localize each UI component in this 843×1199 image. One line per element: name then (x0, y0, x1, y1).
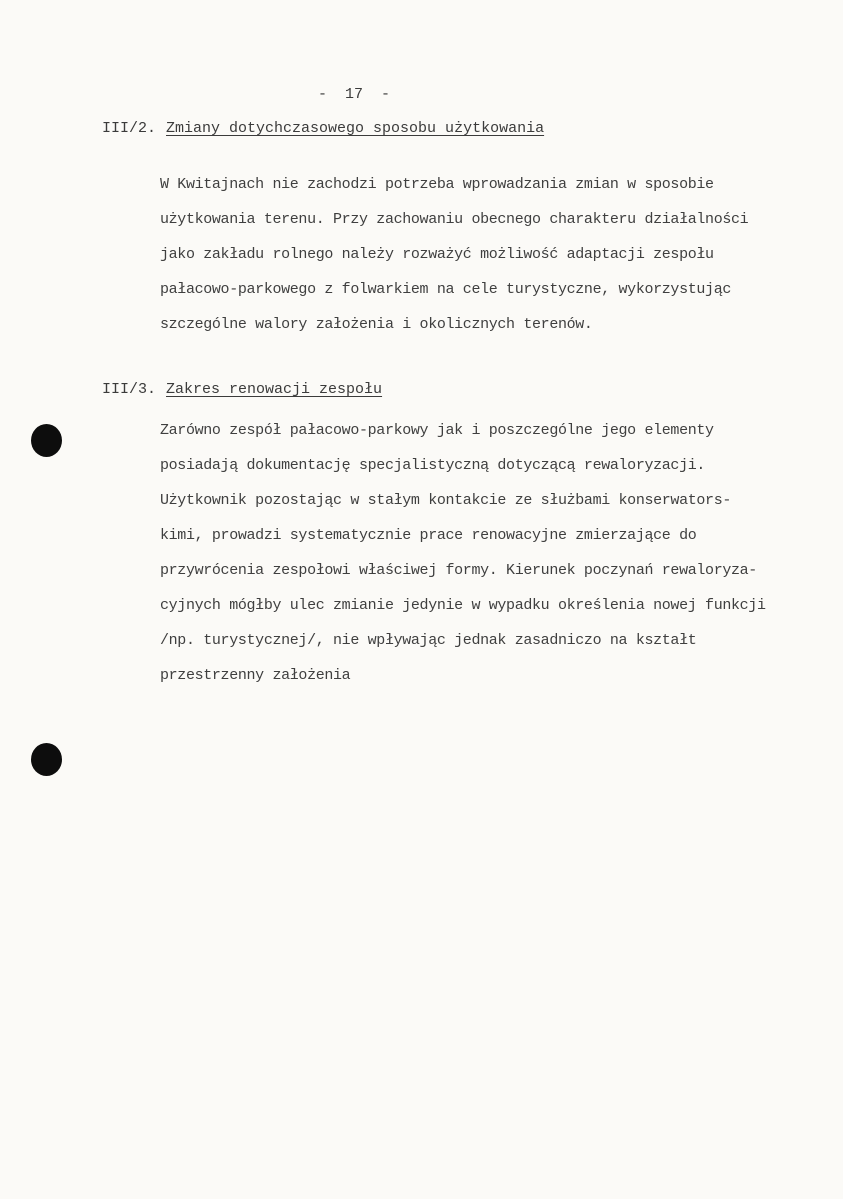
paragraph-line: jako zakładu rolnego należy rozważyć możliwość adaptacji zespołu (160, 246, 714, 263)
paragraph-line: /np. turystycznej/, nie wpływając jednak zasadniczo na kształt (160, 632, 697, 649)
punch-hole (31, 424, 62, 457)
punch-hole (31, 743, 62, 776)
paragraph-line: Zarówno zespół pałacowo-parkowy jak i poszczególne jego elementy (160, 422, 714, 439)
section-title: Zakres renowacji zespołu (166, 381, 383, 398)
section-title: Zmiany dotychczasowego sposobu użytkowania (166, 120, 545, 137)
page-number: - 17 - (318, 86, 391, 103)
section-paragraph-iii-3 (160, 413, 766, 693)
paragraph-line: przestrzenny założenia (160, 667, 351, 684)
section-paragraph-iii-2 (160, 167, 760, 342)
paragraph-line: użytkowania terenu. Przy zachowaniu obecnego charakteru działalności (160, 211, 749, 228)
paragraph-line: kimi, prowadzi systematycznie prace renowacyjne zmierzające do (160, 527, 697, 544)
section-heading-iii-2 (102, 120, 544, 137)
paragraph-line: przywrócenia zespołowi właściwej formy. Kierunek poczynań rewaloryza- (160, 562, 757, 579)
section-number: III/3. (102, 381, 157, 398)
paragraph-line: szczególne walory założenia i okolicznych terenów. (160, 316, 593, 333)
paragraph-line: Użytkownik pozostając w stałym kontakcie ze służbami konserwators- (160, 492, 731, 509)
section-number: III/2. (102, 120, 157, 137)
paragraph-line: posiadają dokumentację specjalistyczną dotyczącą rewaloryzacji. (160, 457, 706, 474)
paragraph-line: pałacowo-parkowego z folwarkiem na cele turystyczne, wykorzystując (160, 281, 731, 298)
paragraph-line: W Kwitajnach nie zachodzi potrzeba wprowadzania zmian w sposobie (160, 176, 714, 193)
section-heading-iii-3 (102, 381, 382, 398)
paragraph-line: cyjnych mógłby ulec zmianie jedynie w wypadku określenia nowej funkcji (160, 597, 766, 614)
